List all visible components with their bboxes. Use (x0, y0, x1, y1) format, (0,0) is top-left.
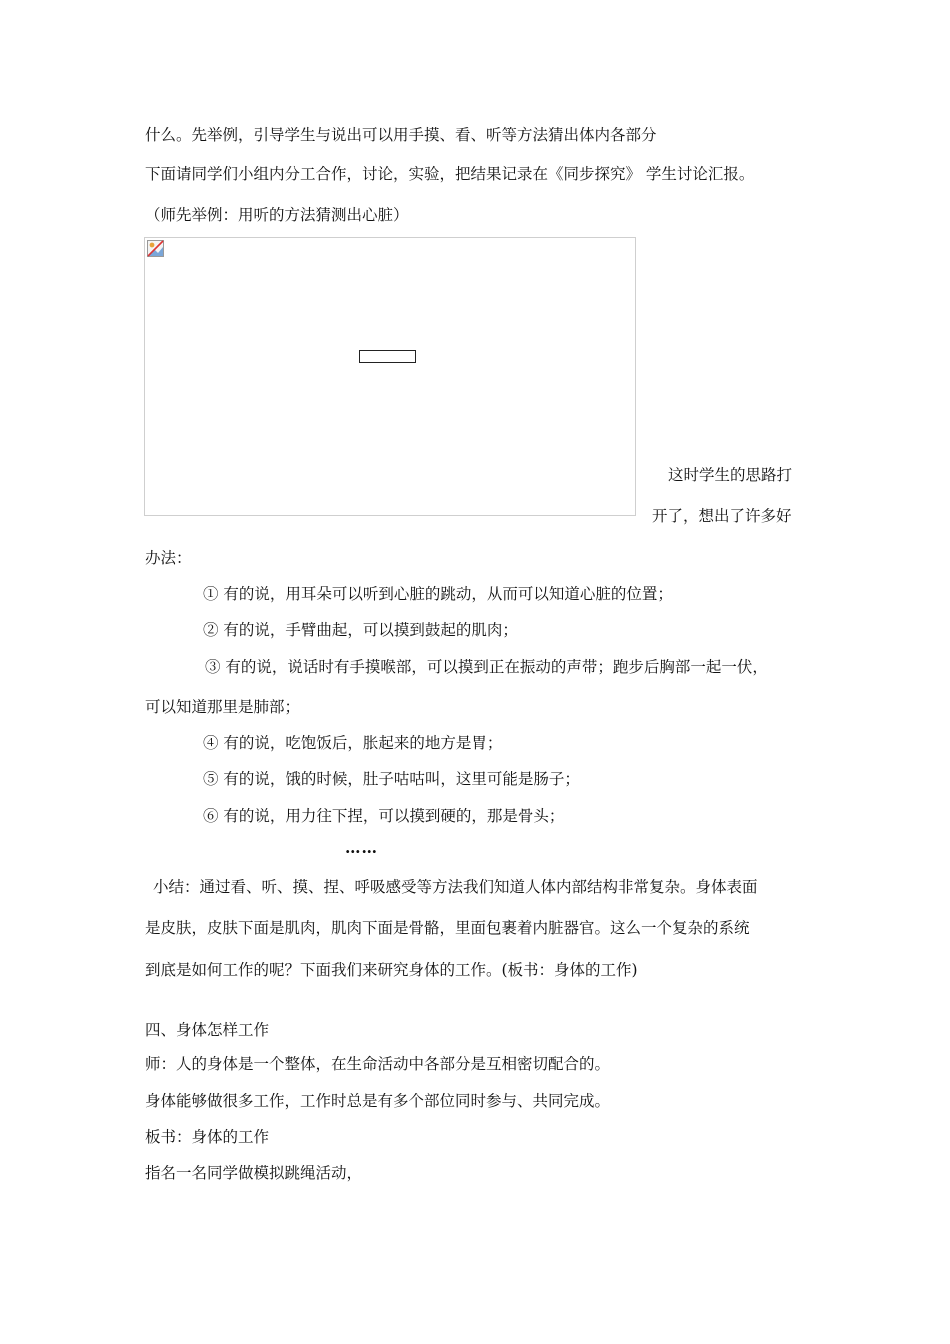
text-line: 板书：身体的工作 (145, 1128, 270, 1146)
text-line: 办法： (145, 549, 192, 567)
summary-line: 小结：通过看、听、摸、捏、呼吸感受等方法我们知道人体内部结构非常复杂。身体表面 (153, 878, 758, 896)
side-text: 这时学生的思路打 (668, 466, 793, 484)
text-line: 师：人的身体是一个整体，在生命活动中各部分是互相密切配合的。 (145, 1055, 611, 1073)
text-line: 可以知道那里是肺部； (145, 698, 301, 716)
text-line: 下面请同学们小组内分工合作，讨论，实验，把结果记录在《同步探究》 学生讨论汇报。 (145, 165, 755, 183)
ellipsis: …… (345, 838, 378, 857)
summary-line: 到底是如何工作的呢？下面我们来研究身体的工作。(板书：身体的工作) (145, 961, 638, 979)
list-item: ③ 有的说，说话时有手摸喉部，可以摸到正在振动的声带；跑步后胸部一起一伏， (205, 658, 768, 676)
text-line: 指名一名同学做模拟跳绳活动， (145, 1164, 363, 1182)
embedded-image-placeholder (144, 237, 636, 516)
side-text: 开了，想出了许多好 (652, 507, 792, 525)
broken-image-icon (147, 240, 164, 257)
summary-line: 是皮肤，皮肤下面是肌肉，肌肉下面是骨骼，里面包裹着内脏器官。这么一个复杂的系统 (145, 919, 750, 937)
list-item: ⑥ 有的说，用力往下捏，可以摸到硬的，那是骨头； (203, 807, 565, 825)
list-item: ④ 有的说，吃饱饭后，胀起来的地方是胃； (203, 734, 503, 752)
inner-box (359, 350, 416, 363)
list-item: ② 有的说，手臂曲起，可以摸到鼓起的肌肉； (203, 621, 518, 639)
section-heading: 四、身体怎样工作 (145, 1021, 270, 1039)
text-line: 身体能够做很多工作，工作时总是有多个部位同时参与、共同完成。 (145, 1092, 611, 1110)
text-line: 什么。先举例，引导学生与说出可以用手摸、看、听等方法猜出体内各部分 (145, 126, 657, 144)
list-item: ① 有的说，用耳朵可以听到心脏的跳动，从而可以知道心脏的位置； (203, 585, 673, 603)
text-line: （师先举例：用听的方法猜测出心脏） (145, 206, 409, 224)
list-item: ⑤ 有的说，饿的时候，肚子咕咕叫，这里可能是肠子； (203, 770, 580, 788)
